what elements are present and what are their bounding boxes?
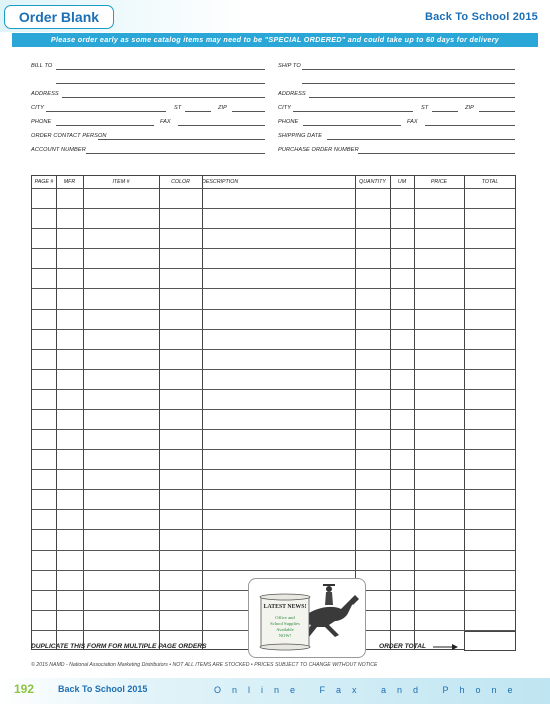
news-line-1: Office and — [275, 615, 295, 620]
column-divider — [56, 176, 57, 649]
table-row[interactable] — [32, 429, 515, 430]
bill-to-field-1[interactable] — [56, 69, 265, 70]
page-title: Order Blank — [18, 9, 100, 25]
table-row[interactable] — [32, 469, 515, 470]
duplicate-form-note: DUPLICATE THIS FORM FOR MULTIPLE PAGE ORDERS — [31, 643, 207, 650]
ship-address-field[interactable] — [309, 97, 515, 98]
table-row[interactable] — [32, 208, 515, 209]
contact-person-label: ORDER CONTACT PERSON — [31, 133, 107, 139]
order-total-label: ORDER TOTAL — [379, 643, 427, 650]
bill-phone-label: PHONE — [31, 119, 52, 125]
horse-rider-illustration — [249, 579, 365, 657]
column-header-item: ITEM # — [112, 179, 130, 185]
bill-city-field[interactable] — [46, 111, 166, 112]
arrow-right-icon — [433, 643, 458, 651]
catalog-edition: Back To School 2015 — [424, 11, 538, 23]
bill-fax-field[interactable] — [178, 125, 265, 126]
table-row[interactable] — [32, 529, 515, 530]
footer-tagline: Online Fax and Phone — [214, 685, 524, 695]
ship-zip-label: ZIP — [465, 105, 475, 111]
ship-zip-field[interactable] — [479, 111, 515, 112]
column-divider — [159, 176, 160, 649]
table-row[interactable] — [32, 570, 515, 571]
bill-zip-field[interactable] — [232, 111, 265, 112]
table-row[interactable] — [32, 489, 515, 490]
title-badge — [4, 5, 114, 29]
table-row[interactable] — [32, 550, 515, 551]
table-row[interactable] — [32, 329, 515, 330]
bill-st-label: ST — [174, 105, 182, 111]
column-header-description: DESCRIPTION — [202, 179, 239, 185]
table-row[interactable] — [32, 248, 515, 249]
column-header-price: PRICE — [430, 179, 448, 185]
ship-to-field-2[interactable] — [302, 83, 515, 84]
column-divider — [464, 176, 465, 649]
news-headline: LATEST NEWS! — [263, 604, 307, 610]
table-row[interactable] — [32, 369, 515, 370]
ship-fax-field[interactable] — [425, 125, 515, 126]
ship-city-label: CITY — [278, 105, 292, 111]
news-line-3: Available — [276, 627, 294, 632]
column-header-mfr: MFR — [63, 179, 76, 185]
page-number: 192 — [14, 682, 35, 696]
footer-edition: Back To School 2015 — [58, 684, 148, 694]
bill-phone-field[interactable] — [56, 125, 154, 126]
po-number-label: PURCHASE ORDER NUMBER — [278, 147, 359, 153]
ship-st-field[interactable] — [432, 111, 458, 112]
ship-address-label: ADDRESS — [278, 91, 306, 97]
bill-address-label: ADDRESS — [31, 91, 59, 97]
table-row[interactable] — [32, 449, 515, 450]
ship-to-field-1[interactable] — [302, 69, 515, 70]
ship-fax-label: FAX — [407, 119, 418, 125]
bill-fax-label: FAX — [160, 119, 171, 125]
ship-phone-field[interactable] — [303, 125, 401, 126]
shipping-date-label: SHIPPING DATE — [278, 133, 323, 139]
table-row[interactable] — [32, 309, 515, 310]
news-line-4: NOW! — [278, 633, 292, 638]
table-row[interactable] — [32, 349, 515, 350]
bill-address-field[interactable] — [62, 97, 265, 98]
table-row[interactable] — [32, 228, 515, 229]
column-header-quantity: QUANTITY — [359, 179, 386, 185]
column-header-total: TOTAL — [481, 179, 499, 185]
order-total-field[interactable] — [464, 631, 516, 651]
bill-to-label: BILL TO — [31, 63, 53, 69]
ship-city-field[interactable] — [293, 111, 413, 112]
ship-st-label: ST — [421, 105, 429, 111]
account-number-field[interactable] — [86, 153, 265, 154]
table-row[interactable] — [32, 409, 515, 410]
bill-city-label: CITY — [31, 105, 45, 111]
special-order-banner: Please order early as some catalog items may need to be "SPECIAL ORDERED" and could take up to 60 days for delivery — [12, 33, 538, 47]
table-row[interactable] — [32, 509, 515, 510]
table-row[interactable] — [32, 288, 515, 289]
bill-zip-label: ZIP — [218, 105, 228, 111]
column-header-page: PAGE # — [34, 179, 54, 185]
table-row[interactable] — [32, 188, 515, 189]
copyright-notice: © 2015 NAMD - National Association Marketing Distributors • NOT ALL ITEMS ARE STOCKED • PRICES SUBJECT TO CHANGE WITHOUT NOTICE — [31, 662, 378, 668]
po-number-field[interactable] — [358, 153, 515, 154]
account-number-label: ACCOUNT NUMBER — [31, 147, 86, 153]
shipping-date-field[interactable] — [327, 139, 515, 140]
contact-person-field[interactable] — [98, 139, 265, 140]
column-divider — [414, 176, 415, 649]
table-row[interactable] — [32, 389, 515, 390]
column-header-color: COLOR — [171, 179, 190, 185]
column-divider — [390, 176, 391, 649]
ship-to-label: SHIP TO — [278, 63, 301, 69]
column-divider — [83, 176, 84, 649]
bill-st-field[interactable] — [185, 111, 211, 112]
news-line-2: School Supplies — [270, 621, 300, 626]
latest-news-graphic — [248, 578, 366, 658]
ship-phone-label: PHONE — [278, 119, 299, 125]
column-divider — [202, 176, 203, 649]
table-row[interactable] — [32, 268, 515, 269]
column-header-um: UM — [397, 179, 407, 185]
bill-to-field-2[interactable] — [56, 83, 265, 84]
